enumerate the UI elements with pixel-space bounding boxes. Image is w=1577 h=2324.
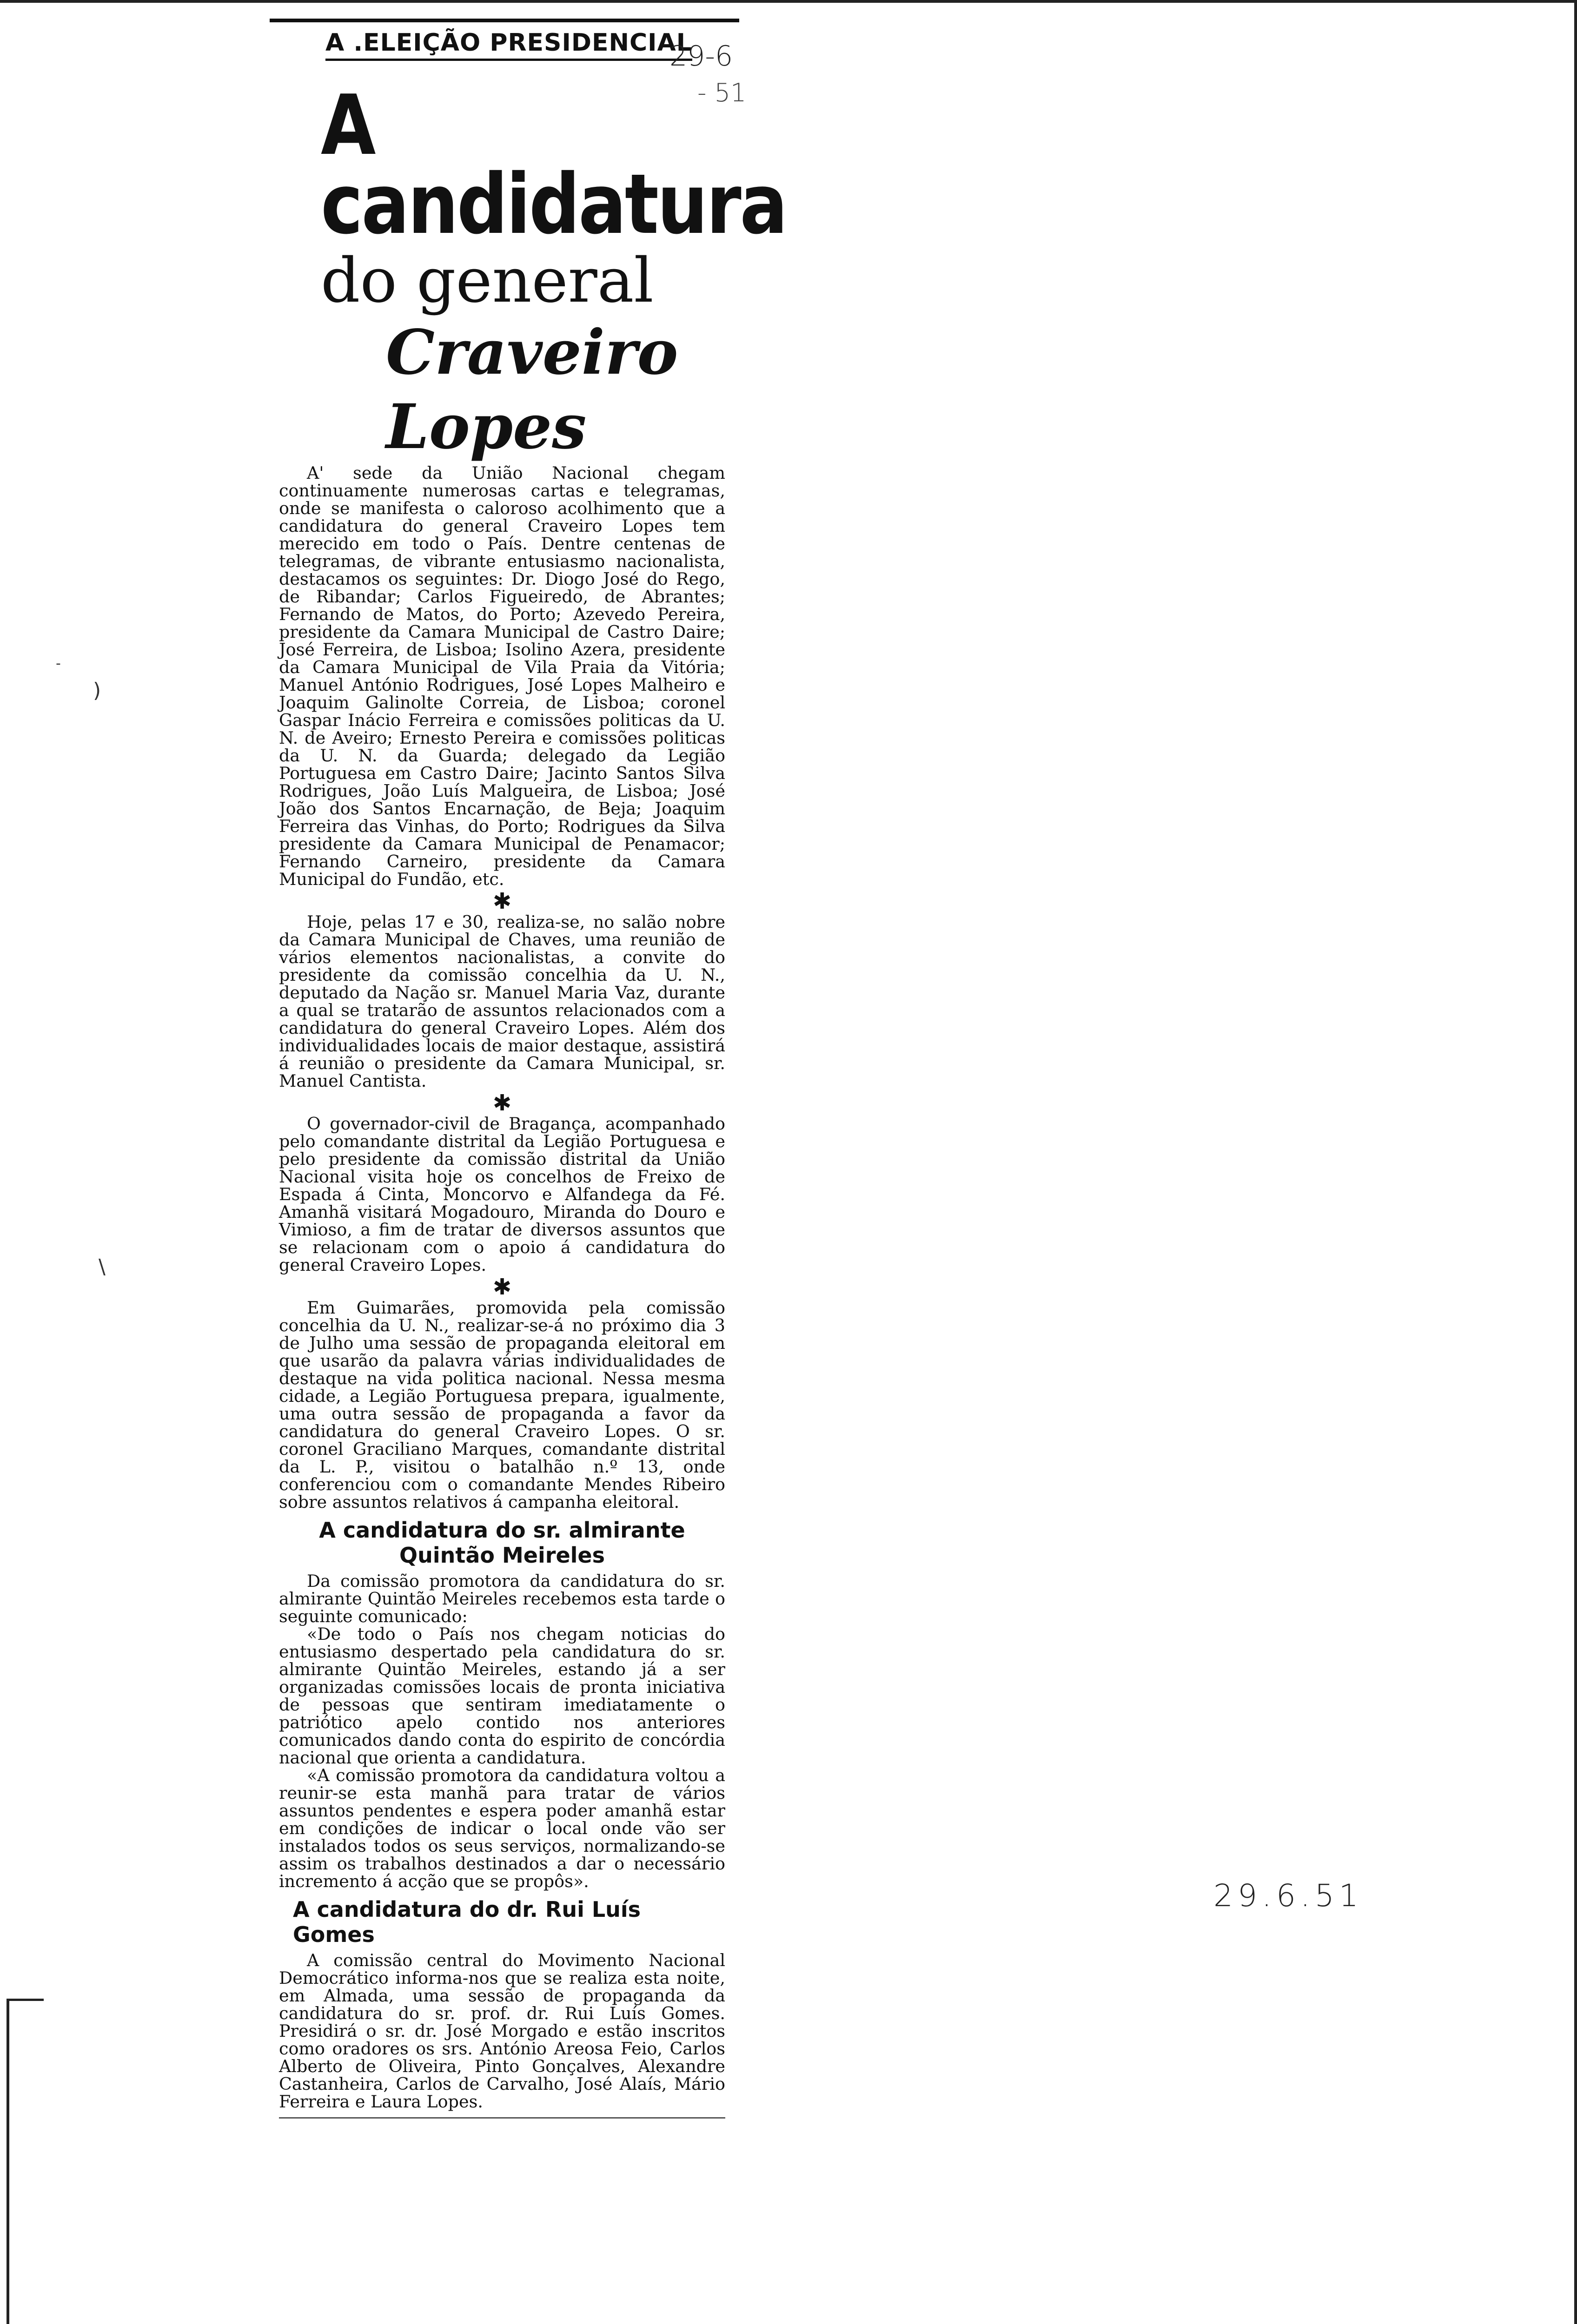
subhead: do general bbox=[321, 245, 654, 317]
section-heading-line: Quintão Meireles bbox=[399, 1543, 605, 1568]
page-edge-left bbox=[7, 1999, 9, 2324]
page-edge-right bbox=[1574, 0, 1577, 2324]
scan-mark: ) bbox=[93, 679, 101, 702]
handwritten-date-side: 29.6.51 bbox=[1213, 1878, 1363, 1914]
bottom-rule bbox=[279, 2117, 725, 2119]
section-heading bbox=[279, 1518, 725, 1568]
newspaper-clipping bbox=[270, 19, 787, 2119]
star-separator: ✱ bbox=[492, 888, 512, 914]
handwritten-date-top: 29-6 bbox=[669, 40, 733, 73]
paragraph: «A comissão promotora da candidatura voltou a reunir-se esta manhã para tratar de vários assuntos pendentes e espera poder amanhã estar em condições de indicar o local onde vão ser instalados todos os seus serviços, normalizando-se assim os trabalhos destinados a dar o necessário incremento á acção que se propôs». bbox=[279, 1765, 725, 1891]
subhead-name: Craveiro Lopes bbox=[386, 317, 678, 463]
section-heading-line: A candidatura do sr. almirante bbox=[319, 1518, 685, 1543]
paragraph: Da comissão promotora da candidatura do sr. almirante Quintão Meireles recebemos esta tarde o seguinte comunicado: bbox=[279, 1571, 725, 1626]
scan-mark: \ bbox=[99, 1255, 106, 1279]
paragraph: «De todo o País nos chegam noticias do entusiasmo despertado pela candidatura do sr. almirante Quintão Meireles, estando já a ser organizadas comissões locais de pronta iniciativa de pessoas que sentiram imediatamente o patriótico apelo contido nos anteriores comunicados dando conta do espirito de concórdia nacional que orienta a candidatura. bbox=[279, 1624, 725, 1768]
star-separator: ✱ bbox=[492, 1090, 512, 1116]
paragraph: Hoje, pelas 17 e 30, realiza-se, no salão nobre da Camara Municipal de Chaves, uma reunião de vários elementos nacionalistas, a convite do presidente da comissão concelhia da U. N., deputado da Nação sr. Manuel Maria Vaz, durante a qual se tratarão de assuntos relacionados com a candidatura do general Craveiro Lopes. Além dos individualidades locais de maior destaque, assistirá á reunião o presidente da Camara Municipal, sr. Manuel Cantista. bbox=[279, 912, 725, 1091]
top-rule bbox=[270, 19, 739, 22]
headline: A candidatura bbox=[321, 77, 787, 252]
kicker: A .ELEIÇÃO PRESIDENCIAL bbox=[325, 29, 692, 61]
paragraph: A comissão central do Movimento Nacional Democrático informa-nos que se realiza esta noite, em Almada, uma sessão de propaganda da candidatura do sr. prof. dr. Rui Luís Gomes. Presidirá o sr. dr. José Morgado e estão inscritos como oradores os srs. António Areosa Feio, Carlos Alberto de Oliveira, Pinto Gonçalves, Alexandre Castanheira, Carlos de Carvalho, José Alaís, Mário Ferreira e Laura Lopes. bbox=[279, 1950, 725, 2112]
star-separator: ✱ bbox=[492, 1274, 512, 1300]
scan-mark: - bbox=[56, 655, 61, 672]
article-body bbox=[279, 464, 725, 2111]
handwritten-note-top: - 51 bbox=[697, 78, 747, 107]
page-edge-left-tick bbox=[7, 1999, 44, 2001]
page-edge-top bbox=[0, 0, 1577, 3]
paragraph: A' sede da União Nacional chegam continuamente numerosas cartas e telegramas, onde se manifesta o caloroso acolhimento que a candidatura do general Craveiro Lopes tem merecido em todo o País. Dentre centenas de telegramas, de vibrante entusiasmo nacionalista, destacamos os seguintes: Dr. Diogo José do Rego, de Ribandar; Carlos Figueiredo, de Abrantes; Fernando de Matos, do Porto; Azevedo Pereira, presidente da Camara Municipal de Castro Daire; José Ferreira, de Lisboa; Isolino Azera, presidente da Camara Municipal de Vila Praia da Vitória; Manuel António Rodrigues, José Lopes Malheiro e Joaquim Galinolte Correia, de Lisboa; coronel Gaspar Inácio Ferreira e comissões politicas da U. N. de Aveiro; Ernesto Pereira e comissões politicas da U. N. da Guarda; delegado da Legião Portuguesa em Castro Daire; Jacinto Santos Silva Rodrigues, João Luís Malgueira, de Lisboa; José João dos Santos Encarnação, de Beja; Joaquim Ferreira das Vinhas, do Porto; Rodrigues da Silva presidente da Camara Municipal de Penamacor; Fernando Carneiro, presidente da Camara Municipal do Fundão, etc. bbox=[279, 463, 725, 889]
section-heading: A candidatura do dr. Rui Luís Gomes bbox=[293, 1897, 641, 1947]
paragraph: Em Guimarães, promovida pela comissão concelhia da U. N., realizar-se-á no próximo dia 3 de Julho uma sessão de propaganda eleitoral em que usarão da palavra várias individualidades de destaque na vida politica nacional. Nessa mesma cidade, a Legião Portuguesa prepara, igualmente, uma outra sessão de propaganda a favor da candidatura do general Craveiro Lopes. O sr. coronel Graciliano Marques, comandante distrital da L. P., visitou o batalhão n.º 13, onde conferenciou com o comandante Mendes Ribeiro sobre assuntos relativos á campanha eleitoral. bbox=[279, 1298, 725, 1512]
paragraph: O governador-civil de Bragança, acompanhado pelo comandante distrital da Legião Portuguesa e pelo presidente da comissão distrital da União Nacional visita hoje os concelhos de Freixo de Espada á Cinta, Moncorvo e Alfandega da Fé. Amanhã visitará Mogadouro, Miranda do Douro e Vimioso, a fim de tratar de diversos assuntos que se relacionam com o apoio á candidatura do general Craveiro Lopes. bbox=[279, 1114, 725, 1275]
